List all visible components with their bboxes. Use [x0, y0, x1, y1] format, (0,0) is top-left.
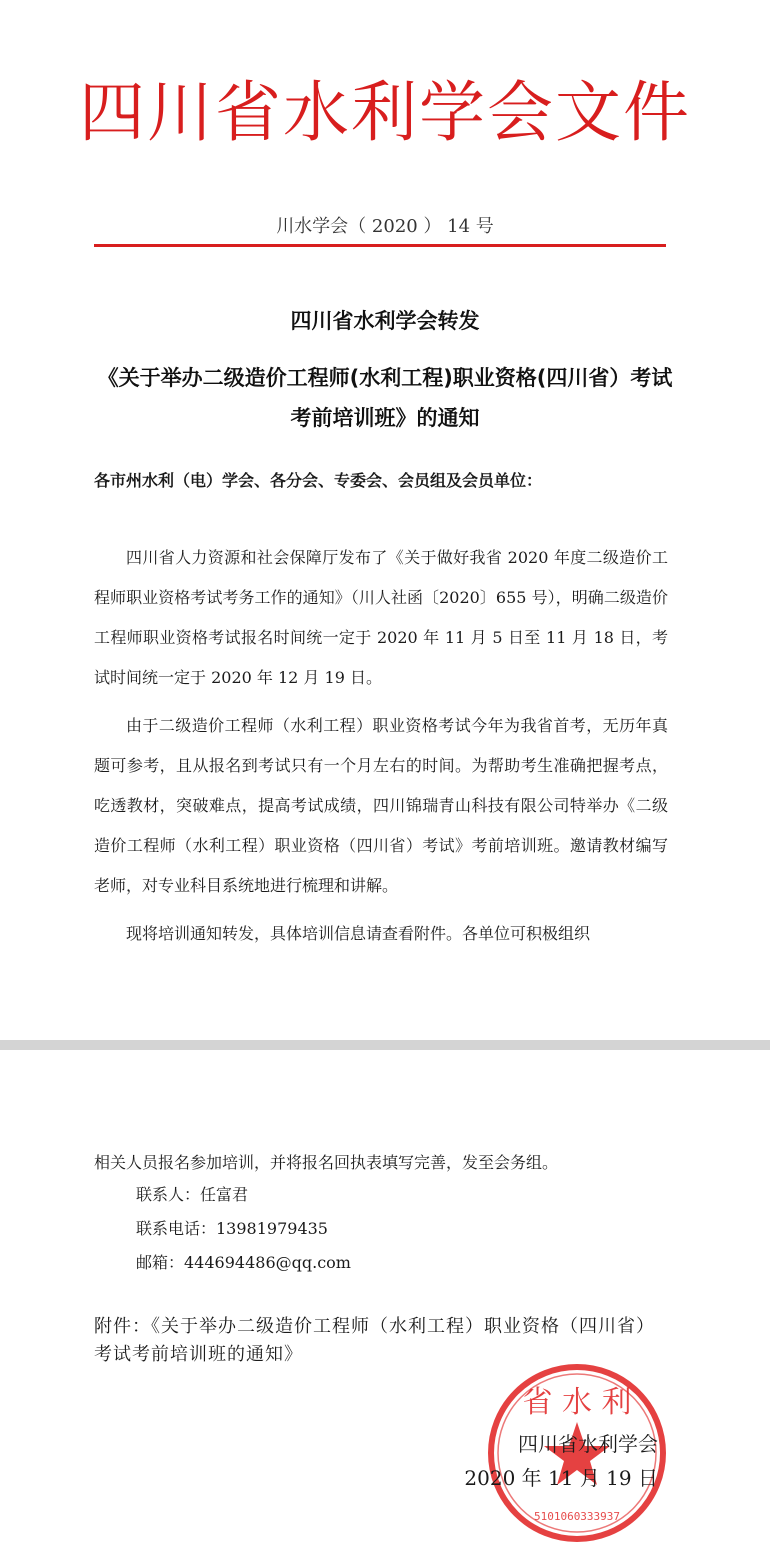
body-paragraph-3: 现将培训通知转发，具体培训信息请查看附件。各单位可积极组织 — [126, 924, 591, 943]
page-separator — [0, 1040, 770, 1050]
attachment-note: 附件：《关于举办二级造价工程师（水利工程）职业资格（四川省）考试考前培训班的通知》 — [94, 1316, 655, 1365]
salutation: 各市州水利（电）学会、各分会、专委会、会员组及会员单位： — [94, 471, 543, 490]
notice-title-line1: 四川省水利学会转发 — [290, 309, 480, 333]
red-divider — [94, 244, 666, 247]
seal-serial: 5101060333937 — [533, 1510, 621, 1523]
contact-person: 联系人：任富君 — [136, 1185, 249, 1204]
seal-arc-text: 省 水 利 — [522, 1385, 632, 1420]
continuation-text: 相关人员报名参加培训，并将报名回执表填写完善，发至会务组。 — [94, 1153, 559, 1172]
contact-email: 邮箱：444694486@qq.com — [136, 1253, 351, 1272]
body-paragraph-2: 由于二级造价工程师（水利工程）职业资格考试今年为我省首考，无历年真题可参考，且从报名到考试只有一个月左右的时间。为帮助考生准确把握考点，吃透教材，突破难点，提高考试成绩，四川锦瑞青山科技有限公司特举办《二级造价工程师（水利工程）职业资格（四川省）考试》考前培训班。邀请教材编写老师，对专业科目系统地进行梳理和讲解。 — [94, 716, 668, 895]
masthead-title: 四川省水利学会文件 — [79, 74, 691, 151]
signature-organization: 四川省水利学会 — [518, 1432, 658, 1456]
signature-date: 2020 年 11 月 19 日 — [464, 1466, 658, 1490]
contact-phone: 联系电话：13981979435 — [136, 1219, 328, 1238]
notice-title-line2: 《关于举办二级造价工程师(水利工程)职业资格(四川省）考试考前培训班》的通知 — [97, 366, 673, 430]
body-paragraph-1: 四川省人力资源和社会保障厅发布了《关于做好我省 2020 年度二级造价工程师职业资格考试考务工作的通知》（川人社函〔2020〕655 号），明确二级造价工程师职业资格考试报名时间统一定于 2020 年 11 月 5 日至 11 月 18 日，考试时间统一定于 2020 年 12 月 19 日。 — [94, 548, 668, 687]
document-number: 川水学会（ 2020 ） 14 号 — [276, 216, 494, 237]
